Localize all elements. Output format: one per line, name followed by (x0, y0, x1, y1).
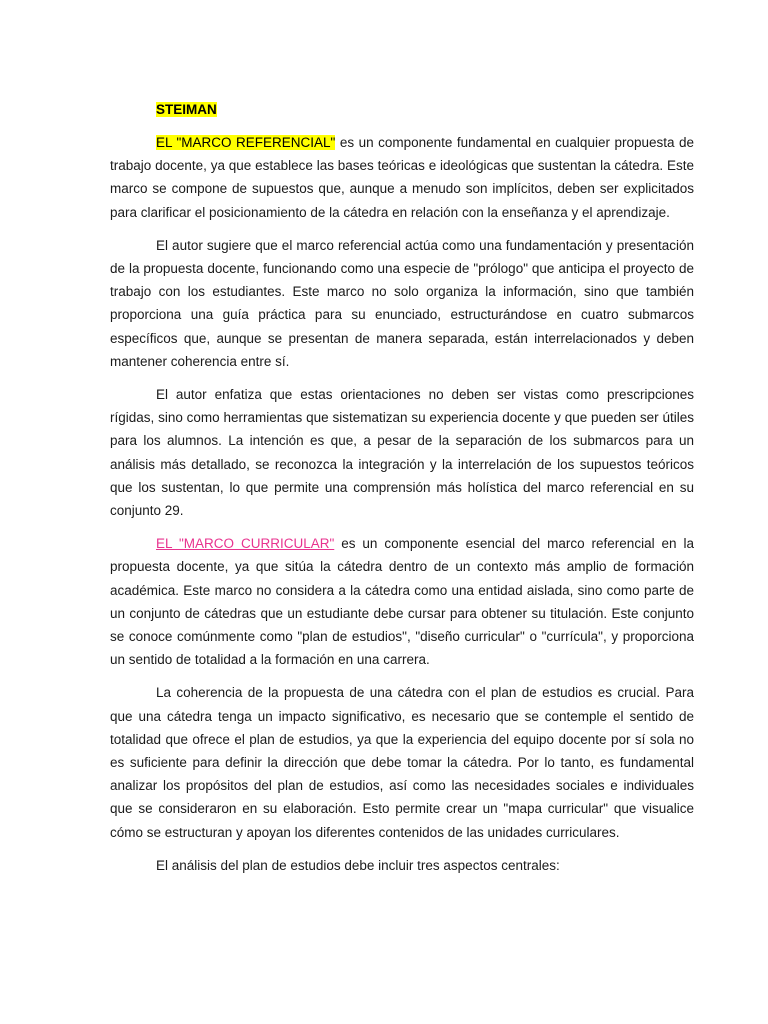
document-title (110, 98, 694, 121)
heading-marco-curricular: EL "MARCO CURRICULAR" (156, 536, 335, 552)
paragraph (110, 854, 694, 877)
document-page (110, 98, 694, 887)
paragraph (110, 681, 694, 843)
paragraph-text: El análisis del plan de estudios debe incluir tres aspectos centrales: (156, 857, 560, 873)
paragraph-text: La coherencia de la propuesta de una cátedra con el plan de estudios es crucial. Para que una cátedra tenga un impacto significativo, es necesario que se contemple el sentido de totalidad que ofrece el plan de estudios, ya que la experiencia del equipo docente por sí sola no es suficiente para definir la dirección que debe tomar la cátedra. Por lo tanto, es fundamental analizar los propósitos del plan de estudios, así como las necesidades sociales e individuales que se consideraron en su elaboración. Esto permite crear un "mapa curricular" que visualice cómo se estructuran y apoyan los diferentes contenidos de las unidades curriculares. (110, 685, 694, 840)
paragraph-text: es un componente esencial del marco referencial en la propuesta docente, ya que sitúa la cátedra dentro de un contexto más amplio de formación académica. Este marco no considera a la cátedra como una entidad aislada, sino como parte de un conjunto de cátedras que un estudiante debe cursar para obtener su titulación. Este conjunto se conoce comúnmente como "plan de estudios", "diseño curricular" o "currícula", y proporciona un sentido de totalidad a la formación en una carrera. (110, 536, 694, 668)
paragraph-marco-referencial (110, 131, 694, 224)
paragraph-text: El autor sugiere que el marco referencial actúa como una fundamentación y presentación de la propuesta docente, funcionando como una especie de "prólogo" que anticipa el proyecto de trabajo con los estudiantes. Este marco no solo organiza la información, sino que también proporciona una guía práctica para su enunciado, estructurándose en cuatro submarcos específicos que, aunque se presentan de manera separada, están interrelacionados y deben mantener coherencia entre sí. (110, 237, 694, 369)
paragraph-marco-curricular (110, 532, 694, 671)
paragraph (110, 383, 694, 522)
paragraph-text: El autor enfatiza que estas orientaciones no deben ser vistas como prescripciones rígidas, sino como herramientas que sistematizan su experiencia docente y que pueden ser útiles para los alumnos. La intención es que, a pesar de la separación de los submarcos para un análisis más detallado, se reconozca la integración y la interrelación de los supuestos teóricos que los sustentan, lo que permite una comprensión más holística del marco referencial en su conjunto 29. (110, 387, 694, 519)
heading-marco-referencial: EL "MARCO REFERENCIAL" (156, 135, 336, 150)
paragraph-text: es un componente fundamental en cualquier propuesta de trabajo docente, ya que establece las bases teóricas e ideológicas que sustentan la cátedra. Este marco se compone de supuestos que, aunque a menudo son implícitos, deben ser explicitados para clarificar el posicionamiento de la cátedra en relación con la enseñanza y el aprendizaje. (110, 135, 694, 220)
document-title-text: STEIMAN (156, 102, 217, 117)
paragraph (110, 234, 694, 373)
